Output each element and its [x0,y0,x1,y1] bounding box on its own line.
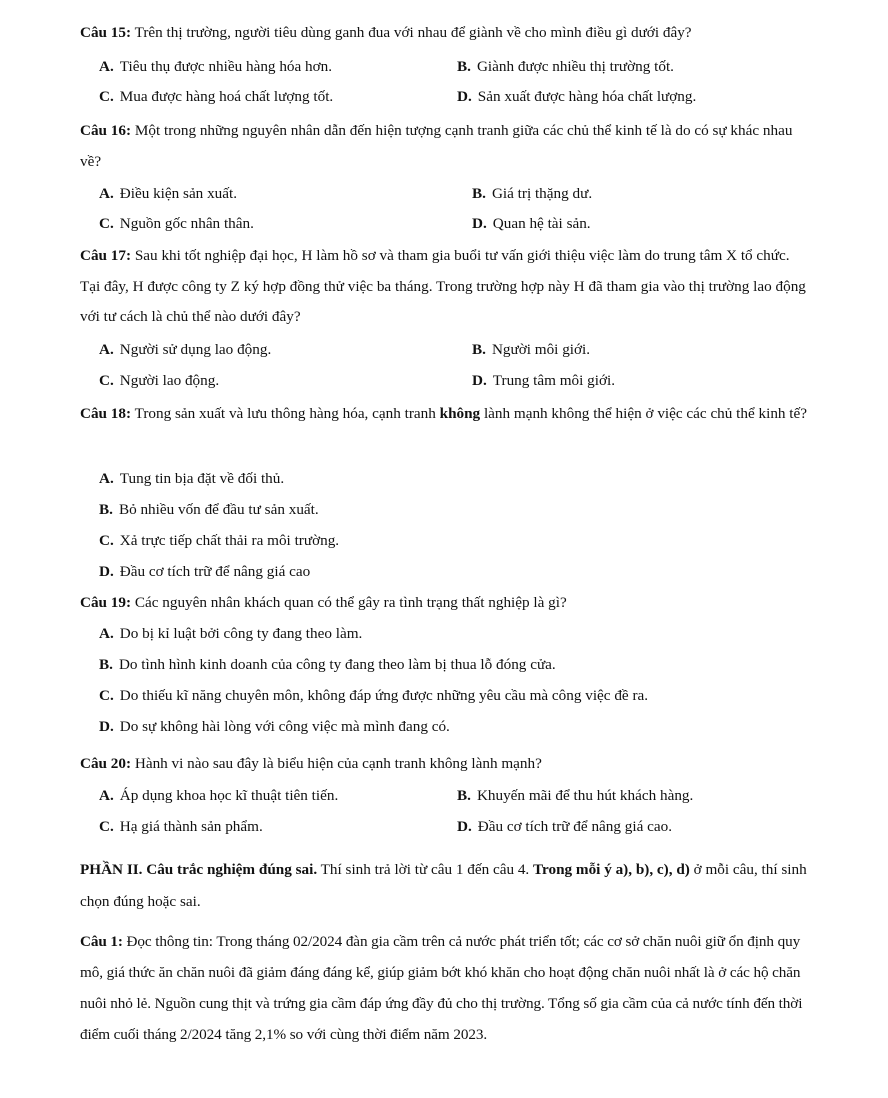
question-17 [80,241,810,333]
part2-text: Thí sinh trả lời từ câu 1 đến câu 4. [317,861,534,878]
option-letter: B. [472,185,486,202]
part2-emphasis: Trong mỗi ý a), b), c), d) [533,861,690,878]
option-letter: B. [457,787,471,804]
option-a [99,340,271,360]
option-letter: A. [99,185,114,202]
option-d [472,214,591,234]
option-c [99,531,339,551]
option-letter: A. [99,58,114,75]
option-letter: D. [99,563,114,580]
option-c [99,87,333,107]
question-15 [80,18,810,49]
question-label: Câu 19: [80,594,132,611]
option-text: Do sự không hài lòng với công việc mà mình đang có. [119,718,450,735]
question-label: Câu 15: [80,24,132,41]
question-label: Câu 16: [80,122,132,139]
option-text: Người lao động. [119,372,220,389]
option-letter: C. [99,88,114,105]
part2-heading: PHẦN II. Câu trắc nghiệm đúng sai. [80,861,318,878]
option-letter: D. [457,88,472,105]
option-letter: C. [99,532,114,549]
question-text-pre: Trong sản xuất và lưu thông hàng hóa, cạnh tranh [131,405,440,422]
option-letter: D. [472,215,487,232]
option-d [99,562,310,582]
question-text-emphasis: không [439,405,481,422]
option-c [99,214,254,234]
question-18 [80,399,810,430]
part2-text-end: ở mỗi câu, thí sinh chọn đúng hoặc sai. [80,861,807,910]
option-a [99,184,237,204]
option-text: Hạ giá thành sản phẩm. [119,818,263,835]
question-text: Hành vi nào sau đây là biểu hiện của cạnh tranh không lành mạnh? [131,755,542,772]
question-text: Các nguyên nhân khách quan có thể gây ra tình trạng thất nghiệp là gì? [131,594,567,611]
part2-instructions [80,854,810,918]
option-letter: C. [99,215,114,232]
question-text-post: lành mạnh không thể hiện ở việc các chủ thể kinh tế? [480,405,808,422]
option-text: Đầu cơ tích trữ để nâng giá cao [119,563,311,580]
option-b [472,184,592,204]
question-text: Một trong những nguyên nhân dẫn đến hiện tượng cạnh tranh giữa các chủ thể kinh tế là do có sự khác nhau về? [80,122,793,170]
option-text: Do thiếu kĩ năng chuyên môn, không đáp ứng được những yêu cầu mà công việc đề ra. [119,687,649,704]
option-text: Nguồn gốc nhân thân. [119,215,254,232]
option-d [457,87,696,107]
option-c [99,371,219,391]
question-label: Câu 18: [80,405,132,422]
option-b [457,786,693,806]
question-text: Đọc thông tin: Trong tháng 02/2024 đàn gia cầm trên cả nước phát triển tốt; các cơ sở chăn nuôi giữ ổn định quy mô, giá thức ăn chăn nuôi đã giảm đáng đáng kể, giúp giảm bớt khó khăn cho hoạt động chăn nuôi nhất là ở các hộ chăn nuôi nhỏ lẻ. Nguồn cung thịt và trứng gia cầm đáp ứng đầy đủ cho thị trường. Tổng số gia cầm của cả nước tính đến thời điểm cuối tháng 2/2024 tăng 2,1% so với cùng thời điểm năm 2023. [80,933,803,1043]
option-text: Người môi giới. [491,341,591,358]
option-letter: C. [99,372,114,389]
option-b [472,340,590,360]
option-d [472,371,615,391]
option-text: Tung tin bịa đặt về đối thủ. [119,470,285,487]
option-a [99,469,284,489]
option-text: Do bị kỉ luật bởi công ty đang theo làm. [119,625,363,642]
question-19 [80,588,810,619]
option-letter: A. [99,625,114,642]
option-letter: A. [99,787,114,804]
question-text: Trên thị trường, người tiêu dùng ganh đua với nhau để giành về cho mình điều gì dưới đây? [131,24,692,41]
option-text: Khuyến mãi để thu hút khách hàng. [476,787,694,804]
question-label: Câu 1: [80,933,123,950]
option-d [457,817,672,837]
option-text: Bỏ nhiều vốn để đầu tư sản xuất. [118,501,319,518]
option-b [99,655,556,675]
option-c [99,686,648,706]
option-letter: D. [457,818,472,835]
option-letter: B. [457,58,471,75]
option-letter: C. [99,818,114,835]
question-text: Sau khi tốt nghiệp đại học, H làm hồ sơ và tham gia buổi tư vấn giới thiệu việc làm do trung tâm X tổ chức. Tại đây, H được công ty Z ký hợp đồng thử việc ba tháng. Trong trường hợp này H đã tham gia vào thị trường lao động với tư cách là chủ thể nào dưới đây? [80,247,806,325]
question-label: Câu 20: [80,755,132,772]
option-c [99,817,263,837]
option-text: Sản xuất được hàng hóa chất lượng. [477,88,697,105]
option-text: Xả trực tiếp chất thải ra môi trường. [119,532,340,549]
option-text: Đầu cơ tích trữ để nâng giá cao. [477,818,672,835]
option-letter: B. [99,656,113,673]
option-letter: B. [472,341,486,358]
option-letter: A. [99,470,114,487]
option-text: Giành được nhiều thị trường tốt. [476,58,674,75]
option-a [99,57,332,77]
option-b [457,57,674,77]
option-a [99,786,338,806]
option-text: Do tình hình kinh doanh của công ty đang theo làm bị thua lỗ đóng cửa. [118,656,556,673]
question-16 [80,116,810,177]
option-letter: A. [99,341,114,358]
question-1 [80,926,810,1050]
option-text: Người sử dụng lao động. [119,341,272,358]
option-letter: B. [99,501,113,518]
option-text: Mua được hàng hoá chất lượng tốt. [119,88,334,105]
question-20 [80,749,810,780]
option-text: Áp dụng khoa học kĩ thuật tiên tiến. [119,787,339,804]
question-label: Câu 17: [80,247,132,264]
option-text: Trung tâm môi giới. [492,372,615,389]
option-d [99,717,450,737]
option-letter: C. [99,687,114,704]
option-letter: D. [472,372,487,389]
option-b [99,500,319,520]
option-a [99,624,362,644]
option-text: Quan hệ tài sản. [492,215,591,232]
option-text: Điều kiện sản xuất. [119,185,238,202]
option-text: Giá trị thặng dư. [491,185,593,202]
option-text: Tiêu thụ được nhiều hàng hóa hơn. [119,58,333,75]
option-letter: D. [99,718,114,735]
